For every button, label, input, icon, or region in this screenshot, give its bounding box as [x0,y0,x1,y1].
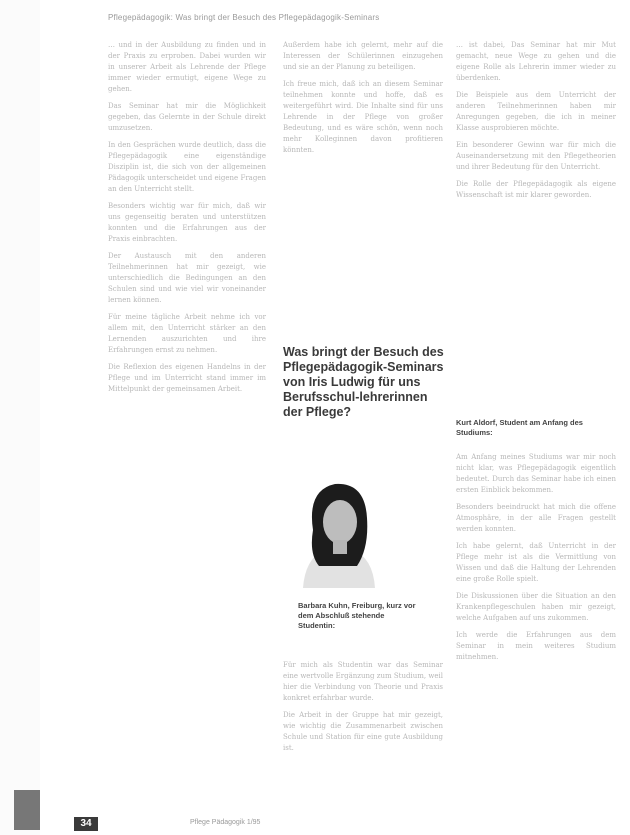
footer-text: Pflege Pädagogik 1/95 [190,819,261,826]
photo-caption: Barbara Kuhn, Freiburg, kurz vor dem Abschluß stehende Studentin: [298,601,416,630]
paragraph: Die Arbeit in der Gruppe hat mir gezeigt, wie wichtig die Zusammenarbeit zwischen Schule und Station für eine gute Ausbildung ist. [283,711,443,752]
paragraph: Für meine tägliche Arbeit nehme ich vor allem mit, den Unterricht stärker an den Lernenden auszurichten und ihre Erfahrungen ernst zu nehmen. [108,313,266,354]
author-note: Kurt Aldorf, Student am Anfang des Studiums: [456,418,583,437]
paragraph: Ich habe gelernt, daß Unterricht in der Pflege mehr ist als die Vermittlung von Wissen und daß die Haltung der Lehrenden eine große Rolle spielt. [456,542,616,583]
article-heading: Was bringt der Besuch des Pflegepädagogik-Seminars von Iris Ludwig für uns Berufsschul-lehrerinnen der Pflege? [283,345,444,419]
paragraph: Ich werde die Erfahrungen aus dem Seminar in mein weiteres Studium mitnehmen. [456,631,616,661]
paragraph: Am Anfang meines Studiums war mir noch nicht klar, was Pflegepädagogik eigentlich bedeutet. Durch das Seminar habe ich einen ersten Einblick bekommen. [456,453,616,494]
column-2-body [283,40,443,305]
paragraph: Besonders wichtig war für mich, daß wir uns gegenseitig beraten und unterstützen konnten und die Erfahrungen aus der Praxis einbrachten. [108,202,266,243]
page-number: 34 [74,817,98,831]
paragraph: Die Beispiele aus dem Unterricht der anderen Teilnehmerinnen haben mir Anregungen gegeben, die ich in meiner Klasse ausprobieren möchte. [456,91,616,132]
paragraph: Die Reflexion des eigenen Handelns in der Pflege und im Unterricht stand immer im Mittelpunkt der gemeinsamen Arbeit. [108,363,266,393]
paragraph: Der Austausch mit den anderen Teilnehmerinnen hat mir gezeigt, wie unterschiedlich die Bedingungen an den Schulen sind und wie viel wir voneinander lernen können. [108,252,266,304]
paragraph: Besonders beeindruckt hat mich die offene Atmosphäre, in der alle Fragen gestellt werden konnten. [456,503,616,533]
portrait-photo [283,470,393,588]
column-3-continued [456,452,616,800]
paragraph: Ein besonderer Gewinn war für mich die Auseinandersetzung mit den Pflegetheorien und ihrer Bedeutung für den Unterricht. [456,141,616,171]
paragraph: Ich freue mich, daß ich an diesem Seminar teilnehmen konnte und hoffe, daß es weitergeführt wird. Die Inhalte sind für uns Lehrende in der Pflege von großer Bedeutung, und es wäre schön, wenn noch mehr Kolleginnen davon profitieren könnten. [283,80,443,154]
running-head: Pflegepädagogik: Was bringt der Besuch des Pflegepädagogik-Seminars [108,13,380,22]
paragraph: Die Diskussionen über die Situation an den Krankenpflegeschulen haben mir gezeigt, welche Aufgaben auf uns zukommen. [456,592,616,622]
page-edge-decoration [0,0,40,835]
paragraph: … und in der Ausbildung zu finden und in der Praxis zu erproben. Dabei wurden wir in unserer Arbeit als Lehrende der Pflege immer wieder ermutigt, eigene Wege zu gehen. [108,41,266,93]
paragraph: Das Seminar hat mir die Möglichkeit gegeben, das Gelernte in der Schule direkt umzusetzen. [108,102,266,132]
paragraph: Für mich als Studentin war das Seminar eine wertvolle Ergänzung zum Studium, weil hier die Verbindung von Theorie und Praxis konkret erfahrbar wurde. [283,661,443,702]
paragraph: Außerdem habe ich gelernt, mehr auf die Interessen der Schülerinnen einzugehen und sie an der Planung zu beteiligen. [283,41,443,71]
paragraph: In den Gesprächen wurde deutlich, dass die Pflegepädagogik eine eigenständige Disziplin ist, die sich von der allgemeinen Pädagogik unterscheidet und eigene Fragen an den Unterricht stellt. [108,141,266,193]
column-1-body [108,40,266,800]
column-2-continued [283,660,443,800]
paragraph: … ist dabei, Das Seminar hat mir Mut gemacht, neue Wege zu gehen und die eigene Rolle als Lehrerin immer wieder zu überdenken. [456,41,616,82]
column-3-body [456,40,616,395]
paragraph: Die Rolle der Pflegepädagogik als eigene Wissenschaft ist mir klarer geworden. [456,180,616,199]
